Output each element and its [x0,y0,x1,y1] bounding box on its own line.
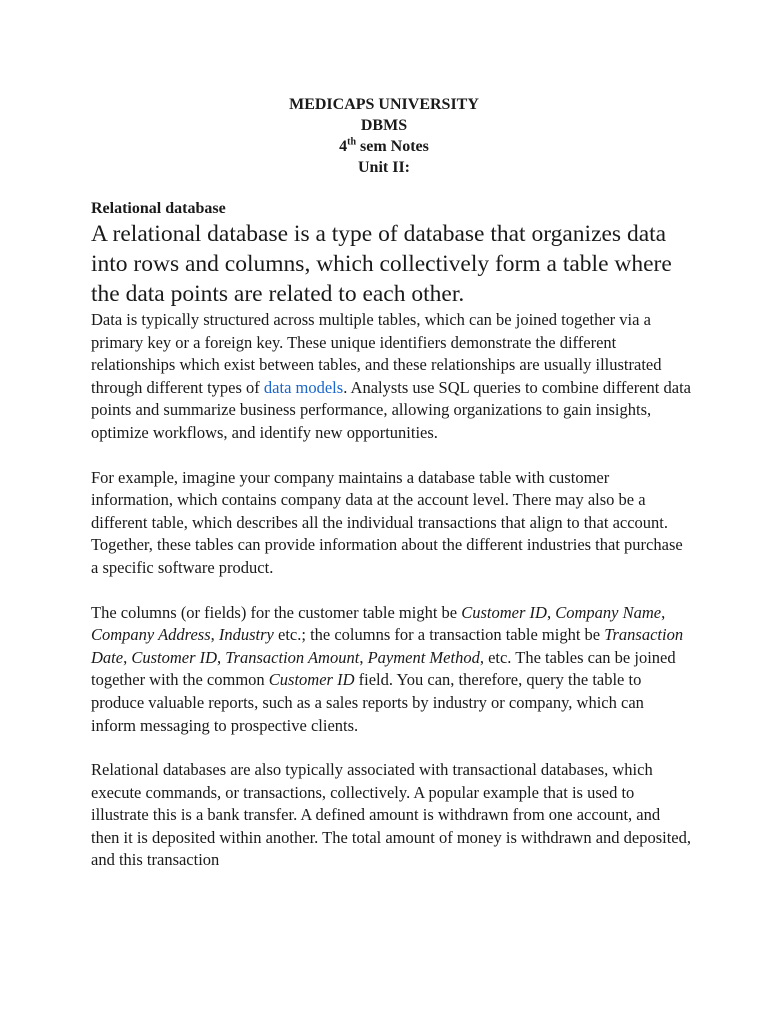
sem-rest: sem Notes [356,138,429,155]
para3-text: , [661,602,666,622]
para3-italic: Company Name [555,602,662,622]
para3-text: , [123,647,132,667]
para3-text: field. You can, therefore, query the table to produce valuable reports, such as a sales reports by industry or company, which can inform messaging to prospective clients. [91,670,644,735]
lead-paragraph: A relational database is a type of database that organizes data into rows and columns, which collectively form a table where the data points are related to each other. [91,221,672,307]
paragraph-data-structure [91,309,691,445]
para3-italic: Customer ID [131,647,218,667]
document-body [91,199,691,872]
para3-text: , [217,647,226,667]
para3-italic: Customer ID [461,602,547,622]
para3-text: etc.; the columns for a transaction table might be [273,625,605,645]
para1-text-b: . Analysts use SQL queries to combine different data points and summarize business performance, allowing organizations to gain insights, optimize workflows, and identify new opportunities. [91,377,691,442]
para3-italic: Transaction Amount [225,647,360,667]
para3-text: The columns (or fields) for the customer table might be [91,602,462,622]
university-name: MEDICAPS UNIVERSITY [289,96,479,113]
para3-italic: Customer ID [268,670,355,690]
sem-number: 4 [339,138,348,155]
unit-title: Unit II: [357,159,410,176]
paragraph-columns [91,602,691,738]
para3-text: , [546,602,556,622]
para3-italic: Transaction Date [91,625,684,667]
sem-suffix: th [347,136,357,148]
para1-text-a: Data is typically structured across multiple tables, which can be joined together via a primary key or a foreign key. These unique identifiers demonstrate the different relationships which exist between tables, and these relationships are usually illustrated through different types of [91,310,662,397]
paragraph-transactional: Relational databases are also typically associated with transactional databases, which execute commands, or transactions, collectively. A popular example that is used to illustrate this is a bank transfer. A defined amount is withdrawn from one account, and then it is deposited within another. The total amount of money is withdrawn and deposited, and this transaction [91,760,692,870]
document-header [0,94,768,178]
para3-text: , etc. The tables can be joined together with the common [91,647,676,690]
para3-text: , [359,647,368,667]
section-title: Relational database [91,200,226,217]
para3-italic: Company Address [91,625,211,645]
para3-italic: Industry [218,625,274,645]
paragraph-example: For example, imagine your company maintains a database table with customer information, which contains company data at the account level. There may also be a different table, which describes all the individual transactions that align to that account. Together, these tables can provide information about the different industries that purchase a specific software product. [91,467,683,577]
course-name: DBMS [360,117,408,134]
semester-line [0,136,768,157]
para3-italic: Payment Method [367,647,480,667]
data-models-link[interactable]: data models [263,377,344,397]
para3-text: , [210,625,219,645]
